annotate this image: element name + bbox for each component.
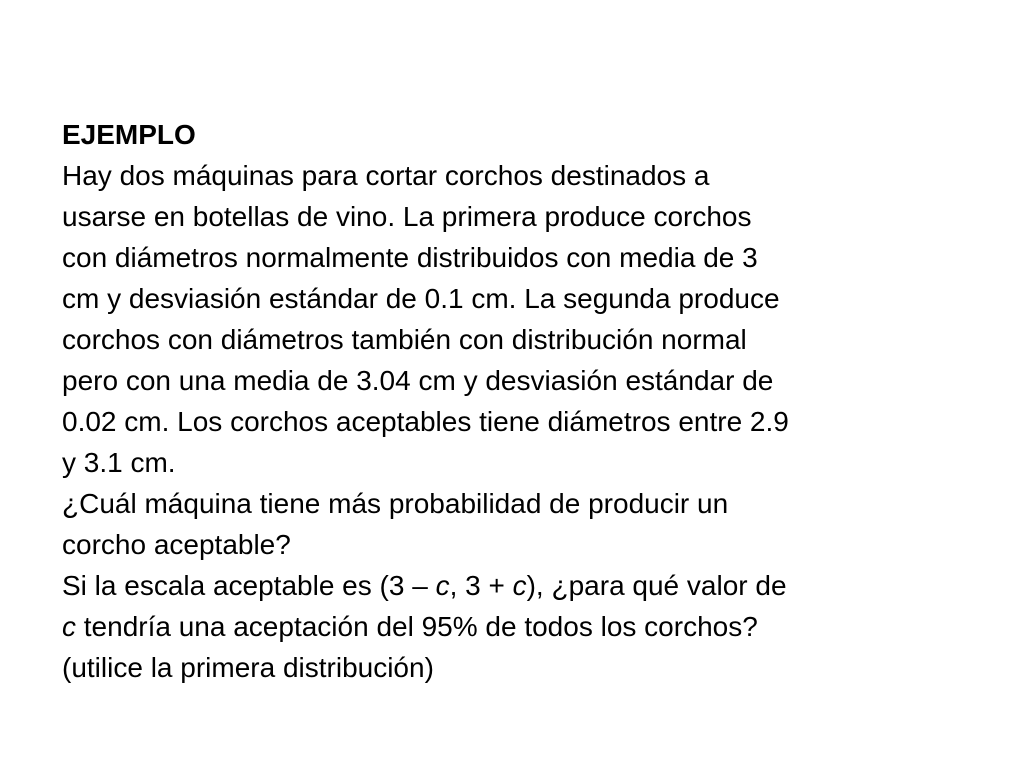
question-line: corcho aceptable?: [62, 529, 291, 560]
paragraph-line: 0.02 cm. Los corchos aceptables tiene diámetros entre 2.9: [62, 406, 789, 437]
second-question-line-1: [62, 565, 962, 606]
paragraph-line: cm y desviasión estándar de 0.1 cm. La segunda produce: [62, 283, 780, 314]
paragraph-line: con diámetros normalmente distribuidos con media de 3: [62, 242, 758, 273]
text-segment: ), ¿para qué valor de: [526, 570, 787, 601]
example-text-block: [62, 114, 962, 688]
paragraph-line: pero con una media de 3.04 cm y desviasión estándar de: [62, 365, 774, 396]
variable-c: c: [435, 570, 450, 601]
variable-c: c: [512, 570, 527, 601]
paragraph-line: usarse en botellas de vino. La primera produce corchos: [62, 201, 752, 232]
heading: EJEMPLO: [62, 119, 196, 150]
text-segment: , 3 +: [449, 570, 513, 601]
second-question-line-3: (utilice la primera distribución): [62, 652, 434, 683]
paragraph-line: corchos con diámetros también con distribución normal: [62, 324, 747, 355]
text-segment: Si la escala aceptable es (3 –: [62, 570, 436, 601]
paragraph-line: y 3.1 cm.: [62, 447, 176, 478]
question-line: ¿Cuál máquina tiene más probabilidad de producir un: [62, 488, 729, 519]
paragraph-line: Hay dos máquinas para cortar corchos destinados a: [62, 160, 710, 191]
second-question-line-2: [62, 606, 962, 647]
text-segment: tendría una aceptación del 95% de todos los corchos?: [76, 611, 758, 642]
variable-c: c: [62, 611, 76, 642]
